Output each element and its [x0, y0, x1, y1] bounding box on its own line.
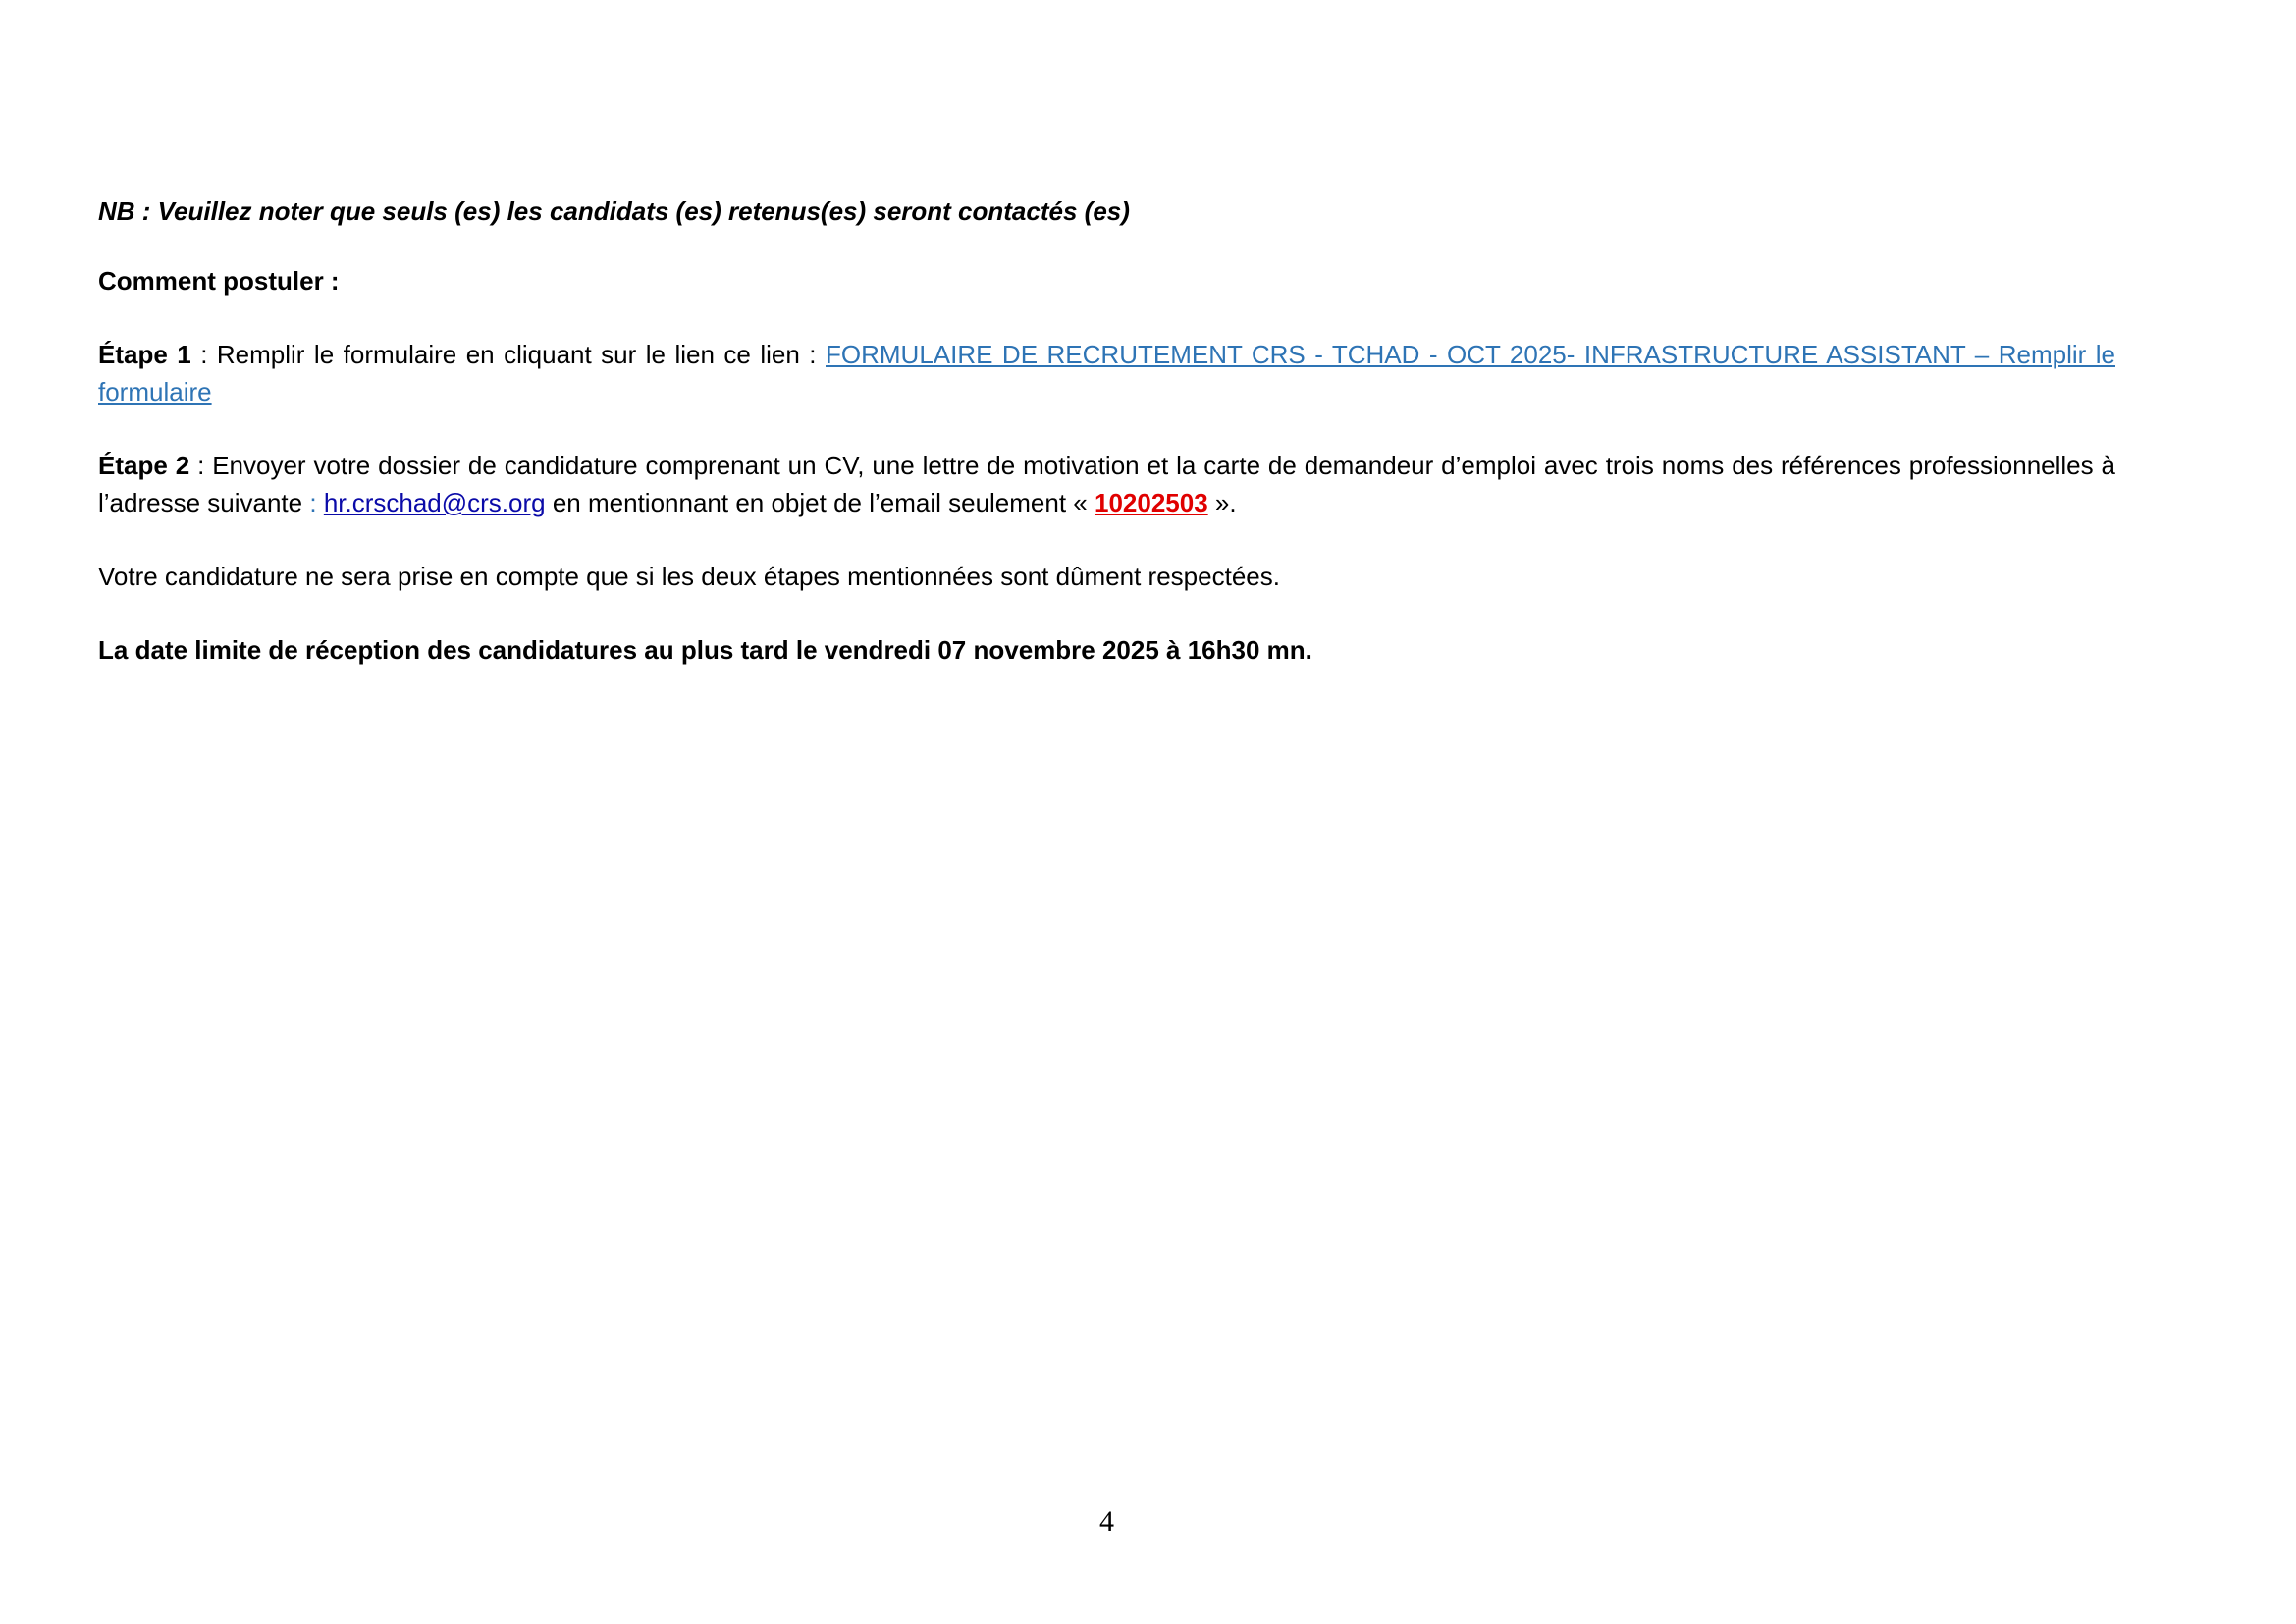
step-1-text: : Remplir le formulaire en cliquant sur le lien ce lien : [190, 340, 826, 369]
step-2-colon: : [309, 488, 317, 517]
step-1-label: Étape 1 [98, 340, 191, 369]
document-body [98, 192, 2115, 669]
hr-email-link[interactable]: hr.crschad@crs.org [323, 488, 546, 517]
nb-notice: NB : Veuillez noter que seuls (es) les candidats (es) retenus(es) seront contactés (es) [98, 196, 1130, 226]
step-2-paragraph [98, 447, 2115, 521]
application-validity-note: Votre candidature ne sera prise en compte que si les deux étapes mentionnées sont dûment respectées. [98, 562, 1280, 591]
recruitment-form-link[interactable]: FORMULAIRE DE RECRUTEMENT CRS - TCHAD - OCT 2025- INFRASTRUCTURE ASSISTANT – Remplir le formulaire [98, 340, 2115, 406]
how-to-apply-heading: Comment postuler : [98, 266, 340, 296]
application-deadline: La date limite de réception des candidatures au plus tard le vendredi 07 novembre 2025 à 16h30 mn. [98, 635, 1312, 665]
step-1-paragraph [98, 336, 2115, 410]
reference-code: 10202503 [1094, 488, 1208, 517]
step-2-subject-text: en mentionnant en objet de l’email seulement « [545, 488, 1095, 517]
step-2-closing-text: ». [1207, 488, 1237, 517]
page-number: 4 [1099, 1505, 1114, 1538]
step-2-label: Étape 2 [98, 451, 190, 480]
step-2-text: : Envoyer votre dossier de candidature comprenant un CV, une lettre de motivation et la carte de demandeur d’emploi avec trois noms des références professionnelles à l’adresse suivante [98, 451, 2115, 517]
